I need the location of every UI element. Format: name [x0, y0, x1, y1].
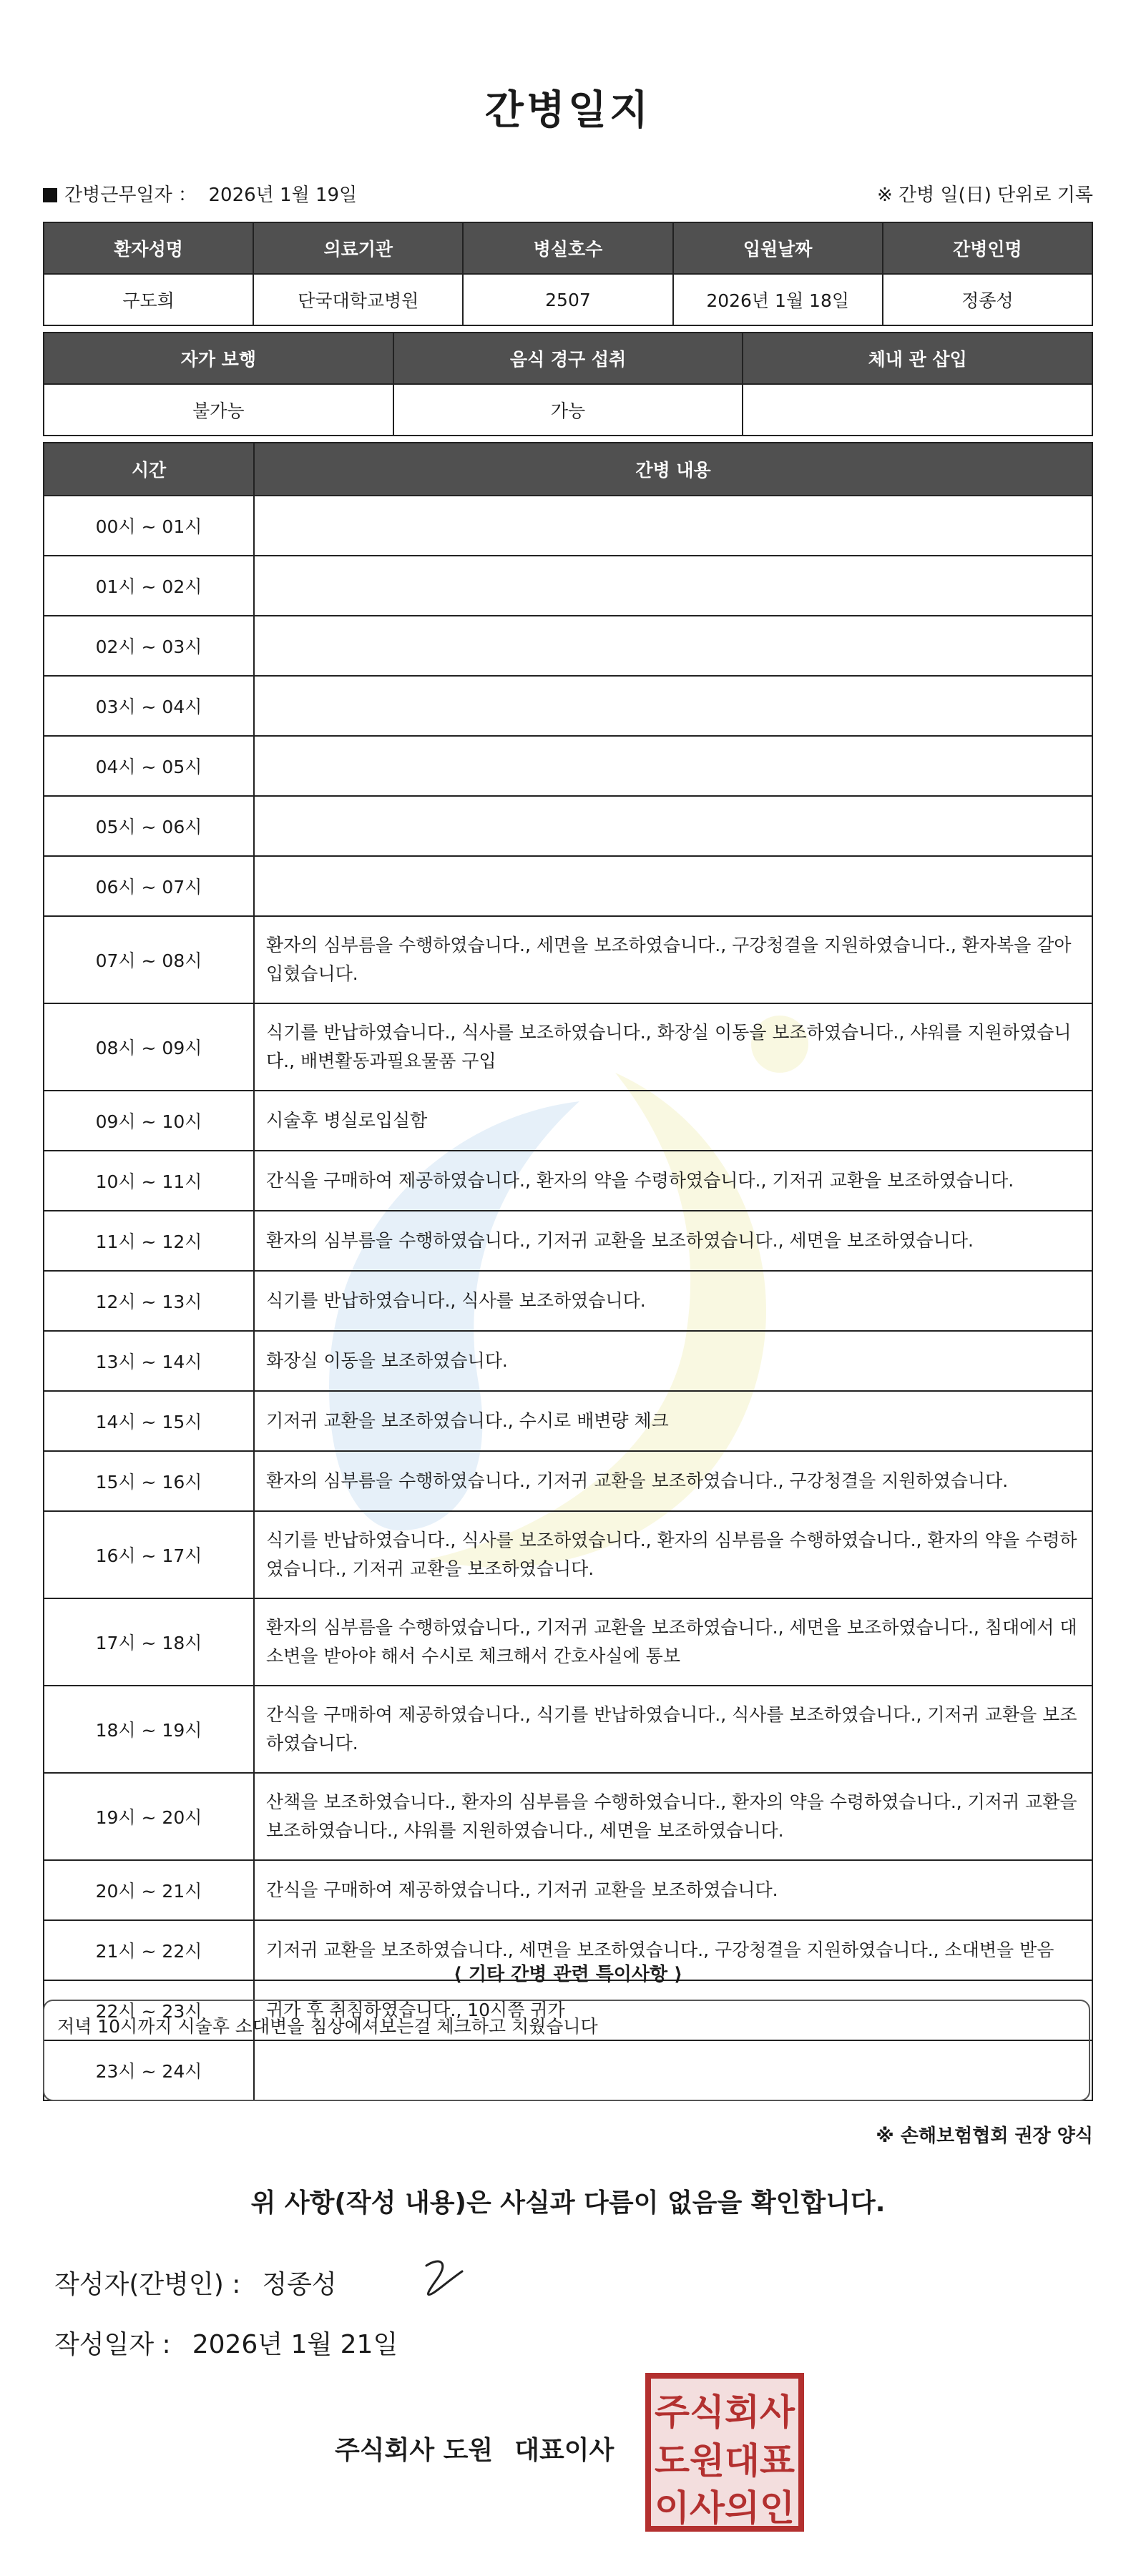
square-bullet-icon	[43, 188, 57, 202]
log-content	[254, 736, 1092, 796]
walking-status: 불가능	[44, 384, 393, 436]
log-row	[44, 616, 1092, 676]
log-time: 20시 ~ 21시	[44, 1860, 254, 1920]
confirmation-statement: 위 사항(작성 내용)은 사실과 다름이 없음을 확인합니다.	[250, 2188, 886, 2218]
company-name: 주식회사 도원	[335, 2436, 494, 2465]
log-time: 21시 ~ 22시	[44, 1920, 254, 1980]
tube-status	[743, 384, 1092, 436]
log-content: 환자의 심부름을 수행하였습니다., 기저귀 교환을 보조하였습니다., 구강청결을 지원하였습니다.	[254, 1451, 1092, 1511]
header-oral-intake: 음식 경구 섭취	[393, 333, 743, 384]
log-time: 14시 ~ 15시	[44, 1391, 254, 1451]
log-time: 22시 ~ 23시	[44, 1980, 254, 2040]
log-row	[44, 1686, 1092, 1773]
document-title: 간병일지	[484, 87, 652, 134]
log-content: 간식을 구매하여 제공하였습니다., 기저귀 교환을 보조하였습니다.	[254, 1860, 1092, 1920]
log-content: 기저귀 교환을 보조하였습니다., 세면을 보조하였습니다., 구강청결을 지원하였습니다., 소대변을 받음	[254, 1920, 1092, 1980]
log-time: 12시 ~ 13시	[44, 1271, 254, 1331]
log-time: 00시 ~ 01시	[44, 496, 254, 556]
log-content	[254, 556, 1092, 616]
log-time: 04시 ~ 05시	[44, 736, 254, 796]
unit-note: ※ 간병 일(日) 단위로 기록	[876, 185, 1093, 206]
log-time: 13시 ~ 14시	[44, 1331, 254, 1391]
patient-info-table	[43, 222, 1093, 326]
log-row	[44, 1091, 1092, 1151]
written-date-line	[54, 2324, 398, 2361]
header-admission-date: 입원날짜	[673, 222, 883, 274]
log-body	[44, 496, 1092, 2100]
writer-line	[54, 2264, 337, 2301]
work-date	[43, 180, 357, 207]
institution: 단국대학교병원	[253, 274, 463, 325]
header-institution: 의료기관	[253, 222, 463, 274]
log-row	[44, 736, 1092, 796]
svg-text:이사의인: 이사의인	[655, 2487, 795, 2529]
care-log-table	[43, 442, 1093, 2101]
writer-label: 작성자(간병인) :	[54, 2270, 241, 2299]
log-content: 식기를 반납하였습니다., 식사를 보조하였습니다.	[254, 1271, 1092, 1331]
log-row	[44, 1151, 1092, 1211]
written-date-value: 2026년 1월 21일	[192, 2330, 398, 2359]
log-row	[44, 1211, 1092, 1271]
log-content	[254, 676, 1092, 736]
header-walking: 자가 보행	[44, 333, 393, 384]
log-time: 11시 ~ 12시	[44, 1211, 254, 1271]
log-time: 15시 ~ 16시	[44, 1451, 254, 1511]
log-row	[44, 496, 1092, 556]
log-row	[44, 856, 1092, 916]
log-row	[44, 556, 1092, 616]
svg-text:도원대표: 도원대표	[655, 2440, 795, 2482]
log-content: 산책을 보조하였습니다., 환자의 심부름을 수행하였습니다., 환자의 약을 수령하였습니다., 기저귀 교환을 보조하였습니다., 샤워를 지원하였습니다., 세면을 보조하였습니다.	[254, 1773, 1092, 1860]
log-content	[254, 496, 1092, 556]
work-date-label: 간병근무일자 ：	[64, 185, 197, 206]
log-row	[44, 676, 1092, 736]
company-rep: 대표이사	[514, 2436, 614, 2465]
svg-text:주식회사: 주식회사	[655, 2391, 795, 2433]
signature-icon	[405, 2253, 476, 2310]
log-content: 환자의 심부름을 수행하였습니다., 기저귀 교환을 보조하였습니다., 세면을 보조하였습니다.	[254, 1211, 1092, 1271]
company-line	[335, 2430, 614, 2467]
log-content: 귀가 후 취침하였습니다., 10시쯤 귀가	[254, 1980, 1092, 2040]
log-content	[254, 616, 1092, 676]
patient-status-table	[43, 332, 1093, 436]
log-time: 10시 ~ 11시	[44, 1151, 254, 1211]
writer-name: 정종성	[262, 2270, 337, 2299]
work-date-value: 2026년 1월 19일	[208, 185, 358, 206]
log-row	[44, 1773, 1092, 1860]
log-time: 17시 ~ 18시	[44, 1598, 254, 1686]
log-time: 08시 ~ 09시	[44, 1003, 254, 1091]
log-time: 05시 ~ 06시	[44, 796, 254, 856]
log-row	[44, 1271, 1092, 1331]
log-content: 식기를 반납하였습니다., 식사를 보조하였습니다., 환자의 심부름을 수행하였습니다., 환자의 약을 수령하였습니다., 기저귀 교환을 보조하였습니다.	[254, 1511, 1092, 1598]
log-content	[254, 796, 1092, 856]
log-row	[44, 1003, 1092, 1091]
caregiver-name: 정종성	[883, 274, 1092, 325]
log-content: 환자의 심부름을 수행하였습니다., 기저귀 교환을 보조하였습니다., 세면을 보조하였습니다., 침대에서 대소변을 받아야 해서 수시로 체크해서 간호사실에 통보	[254, 1598, 1092, 1686]
special-notes-box	[43, 2000, 1090, 2101]
log-content: 화장실 이동을 보조하였습니다.	[254, 1331, 1092, 1391]
log-time: 03시 ~ 04시	[44, 676, 254, 736]
oral-intake-status: 가능	[393, 384, 743, 436]
log-content: 환자의 심부름을 수행하였습니다., 세면을 보조하였습니다., 구강청결을 지원하였습니다., 환자복을 갈아입혔습니다.	[254, 916, 1092, 1003]
log-time: 07시 ~ 08시	[44, 916, 254, 1003]
special-notes-text: 저녁 10시까지 시술후 소대변을 침상에셔보는걸 체크하고 치웠습니다	[57, 2016, 598, 2037]
header-room: 병실호수	[463, 222, 672, 274]
log-content: 간식을 구매하여 제공하였습니다., 환자의 약을 수령하였습니다., 기저귀 교환을 보조하였습니다.	[254, 1151, 1092, 1211]
header-content: 간병 내용	[254, 443, 1092, 496]
log-time: 06시 ~ 07시	[44, 856, 254, 916]
form-note: ※ 손해보험협회 권장 양식	[876, 2125, 1093, 2147]
log-time: 02시 ~ 03시	[44, 616, 254, 676]
status-value-row	[44, 384, 1092, 436]
written-date-label: 작성일자 :	[54, 2330, 171, 2359]
log-time: 18시 ~ 19시	[44, 1686, 254, 1773]
log-content	[254, 856, 1092, 916]
log-content: 기저귀 교환을 보조하였습니다., 수시로 배변량 체크	[254, 1391, 1092, 1451]
info-value-row	[44, 274, 1092, 325]
header-caregiver: 간병인명	[883, 222, 1092, 274]
log-content: 시술후 병실로입실함	[254, 1091, 1092, 1151]
special-notes-title: ⟨ 기타 간병 관련 특이사항 ⟩	[453, 1964, 683, 1985]
log-time: 16시 ~ 17시	[44, 1511, 254, 1598]
header-tube: 체내 관 삽입	[743, 333, 1092, 384]
log-row	[44, 1451, 1092, 1511]
header-time: 시간	[44, 443, 254, 496]
log-content: 식기를 반납하였습니다., 식사를 보조하였습니다., 화장실 이동을 보조하였습니다., 샤워를 지원하였습니다., 배변활동과필요물품 구입	[254, 1003, 1092, 1091]
log-time: 23시 ~ 24시	[44, 2040, 254, 2100]
log-row	[44, 1598, 1092, 1686]
log-time: 01시 ~ 02시	[44, 556, 254, 616]
company-seal-icon	[644, 2371, 806, 2533]
patient-name: 구도희	[44, 274, 253, 325]
info-header-row	[44, 222, 1092, 274]
status-header-row	[44, 333, 1092, 384]
log-row	[44, 1511, 1092, 1598]
log-row	[44, 916, 1092, 1003]
log-row	[44, 1860, 1092, 1920]
room-number: 2507	[463, 274, 672, 325]
log-content: 간식을 구매하여 제공하였습니다., 식기를 반납하였습니다., 식사를 보조하였습니다., 기저귀 교환을 보조하였습니다.	[254, 1686, 1092, 1773]
log-header-row	[44, 443, 1092, 496]
log-row	[44, 1391, 1092, 1451]
log-time: 19시 ~ 20시	[44, 1773, 254, 1860]
log-row	[44, 1331, 1092, 1391]
log-time: 09시 ~ 10시	[44, 1091, 254, 1151]
admission-date: 2026년 1월 18일	[673, 274, 883, 325]
header-patient-name: 환자성명	[44, 222, 253, 274]
log-row	[44, 796, 1092, 856]
